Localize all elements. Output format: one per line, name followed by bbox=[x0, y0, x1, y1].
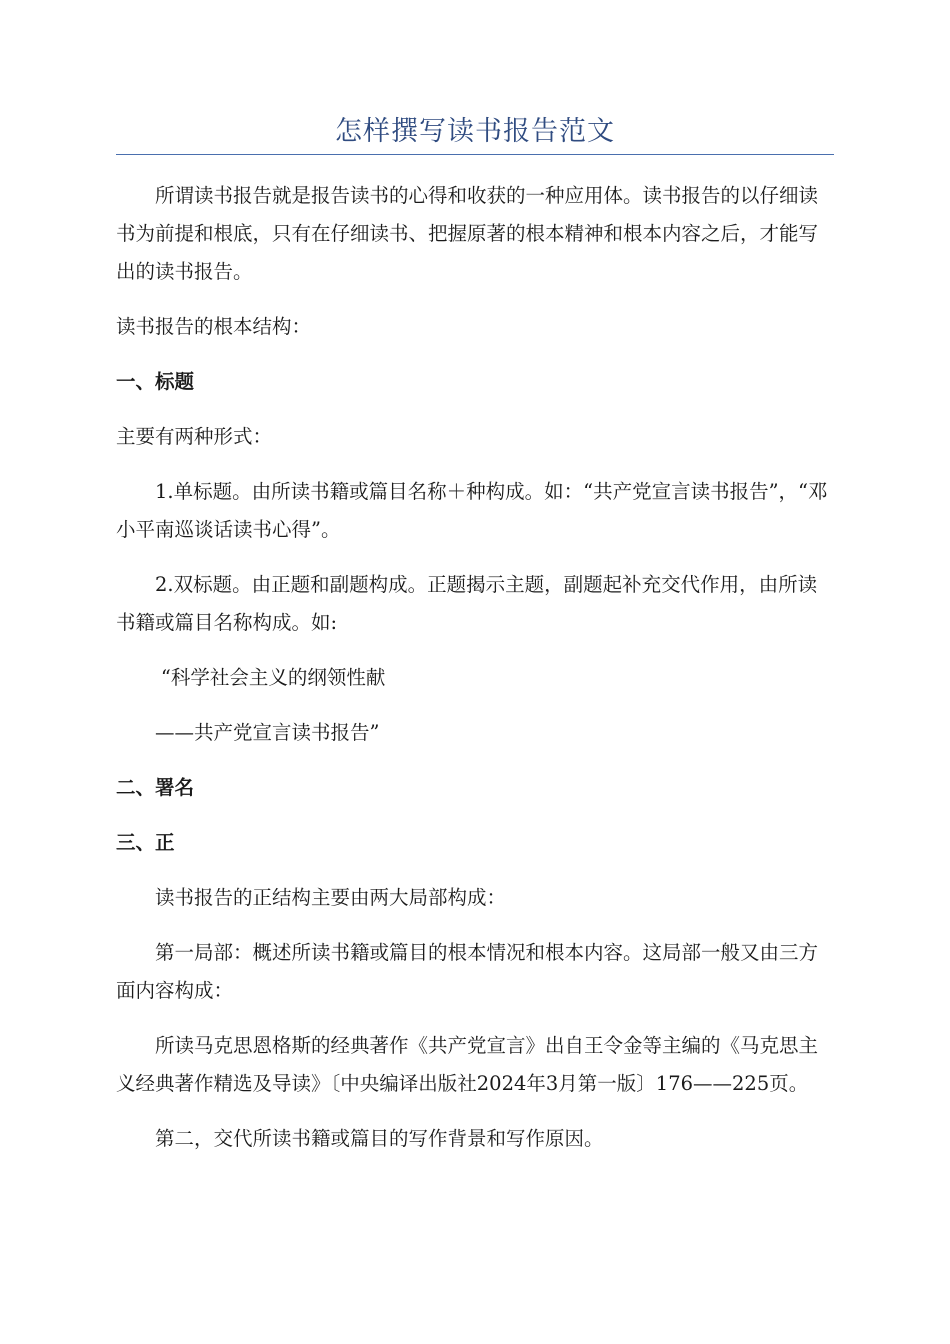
section-heading-title: 一、标题 bbox=[116, 370, 195, 393]
structure-intro: 读书报告的根本结构： bbox=[116, 315, 312, 338]
document-page bbox=[116, 112, 834, 1158]
section-heading-body: 三、正 bbox=[116, 831, 175, 854]
example-main-title: “科学社会主义的纲领性献 bbox=[160, 666, 386, 689]
example-source-paragraph: 所读马克思恩格斯的经典著作《共产党宣言》出自王令金等主编的《马克思主义经典著作精选及导读》〔中央编译出版社2024年3月第一版〕176——225页。 bbox=[116, 1034, 819, 1095]
form-double-title: 2.双标题。由正题和副题构成。正题揭示主题，副题起补充交代作用，由所读书籍或篇目名称构成。如: bbox=[116, 573, 818, 634]
section-heading-signature: 二、署名 bbox=[116, 776, 195, 799]
example-subtitle: ——共产党宣言读书报告” bbox=[155, 721, 380, 744]
intro-paragraph: 所谓读书报告就是报告读书的心得和收获的一种应用体。读书报告的以仔细读书为前提和根底，只有在仔细读书、把握原著的根本精神和根本内容之后，才能写出的读书报告。 bbox=[116, 184, 819, 283]
part-one-paragraph: 第一局部：概述所读书籍或篇目的根本情况和根本内容。这局部一般又由三方面内容构成： bbox=[116, 941, 819, 1002]
second-point-paragraph: 第二，交代所读书籍或篇目的写作背景和写作原因。 bbox=[155, 1127, 604, 1150]
form-single-title: 1.单标题。由所读书籍或篇目名称＋种构成。如：“共产党宣言读书报告”，“邓小平南巡谈话读书心得”。 bbox=[116, 480, 828, 541]
forms-intro: 主要有两种形式： bbox=[116, 425, 273, 448]
body-structure-intro: 读书报告的正结构主要由两大局部构成： bbox=[155, 886, 507, 909]
document-title: 怎样撰写读书报告范文 bbox=[116, 112, 834, 155]
